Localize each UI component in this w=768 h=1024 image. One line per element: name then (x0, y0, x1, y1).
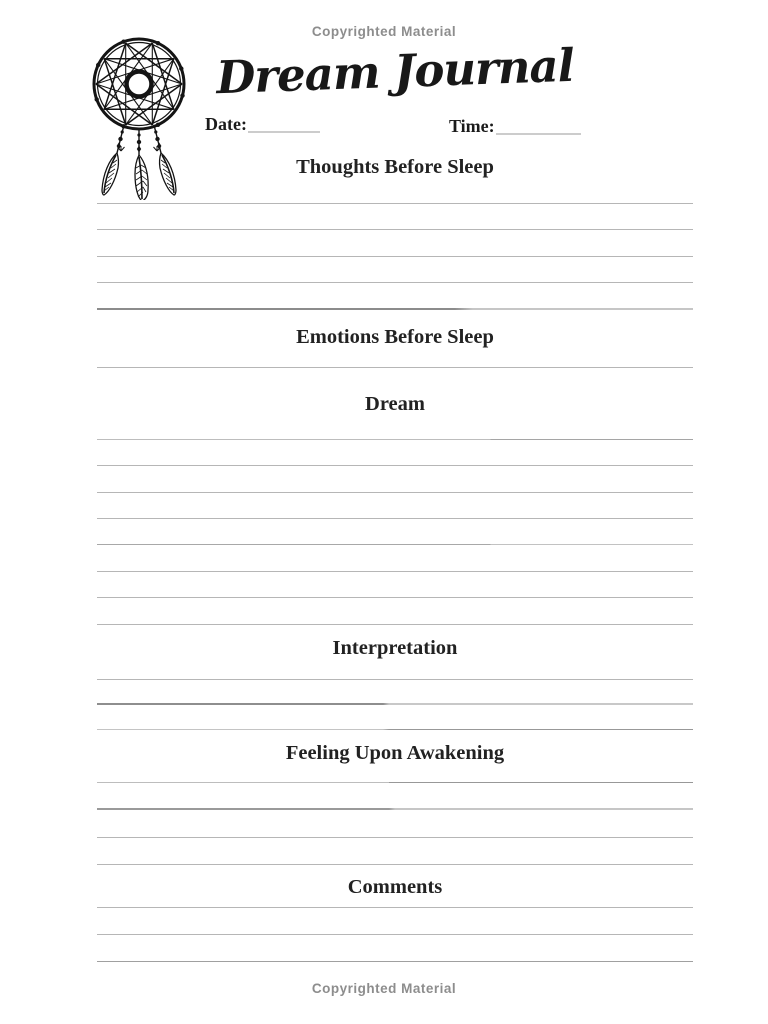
ruled-line (97, 493, 693, 519)
ruled-line (97, 838, 693, 865)
ruled-line (97, 204, 693, 231)
ruled-line (97, 756, 693, 783)
ruled-line (97, 680, 693, 705)
time-label: Time: (449, 116, 495, 136)
ruled-line (97, 257, 693, 284)
ruled-line (97, 519, 693, 545)
ruled-line (97, 283, 693, 310)
section-heading-interpretation: Interpretation (332, 637, 458, 659)
section-heading-feeling-upon-awakening: Feeling Upon Awakening (285, 742, 505, 764)
ruled-line (97, 655, 693, 680)
time-blank-line (496, 118, 581, 135)
time-field (449, 116, 581, 136)
date-field (205, 114, 320, 134)
copyright-banner-bottom: Copyrighted Material (311, 981, 457, 996)
section-lines-thoughts-before-sleep (97, 177, 693, 310)
ruled-line (97, 177, 693, 204)
section-heading-emotions-before-sleep: Emotions Before Sleep (296, 326, 494, 348)
ruled-line (97, 230, 693, 257)
ruled-line (97, 908, 693, 935)
date-blank-line (248, 116, 320, 133)
ruled-line (97, 572, 693, 598)
copyright-banner-top: Copyrighted Material (311, 24, 457, 39)
section-lines-dream (97, 414, 693, 625)
ruled-line (97, 783, 693, 810)
ruled-line (97, 414, 693, 440)
section-heading-comments: Comments (347, 876, 443, 898)
ruled-line (97, 545, 693, 571)
ruled-line (97, 598, 693, 624)
ruled-line (97, 705, 693, 730)
ruled-line (97, 881, 693, 908)
journal-title: Dream Journal (215, 38, 575, 105)
ruled-line (97, 935, 693, 962)
section-lines-emotions-before-sleep (97, 341, 693, 368)
ruled-line (97, 341, 693, 368)
ruled-line (97, 810, 693, 837)
section-heading-dream: Dream (365, 393, 425, 415)
section-lines-interpretation (97, 655, 693, 730)
section-lines-comments (97, 881, 693, 962)
section-lines-feeling-upon-awakening (97, 756, 693, 866)
date-label: Date: (205, 114, 247, 134)
ruled-line (97, 466, 693, 492)
section-heading-thoughts-before-sleep: Thoughts Before Sleep (296, 156, 494, 178)
ruled-line (97, 440, 693, 466)
